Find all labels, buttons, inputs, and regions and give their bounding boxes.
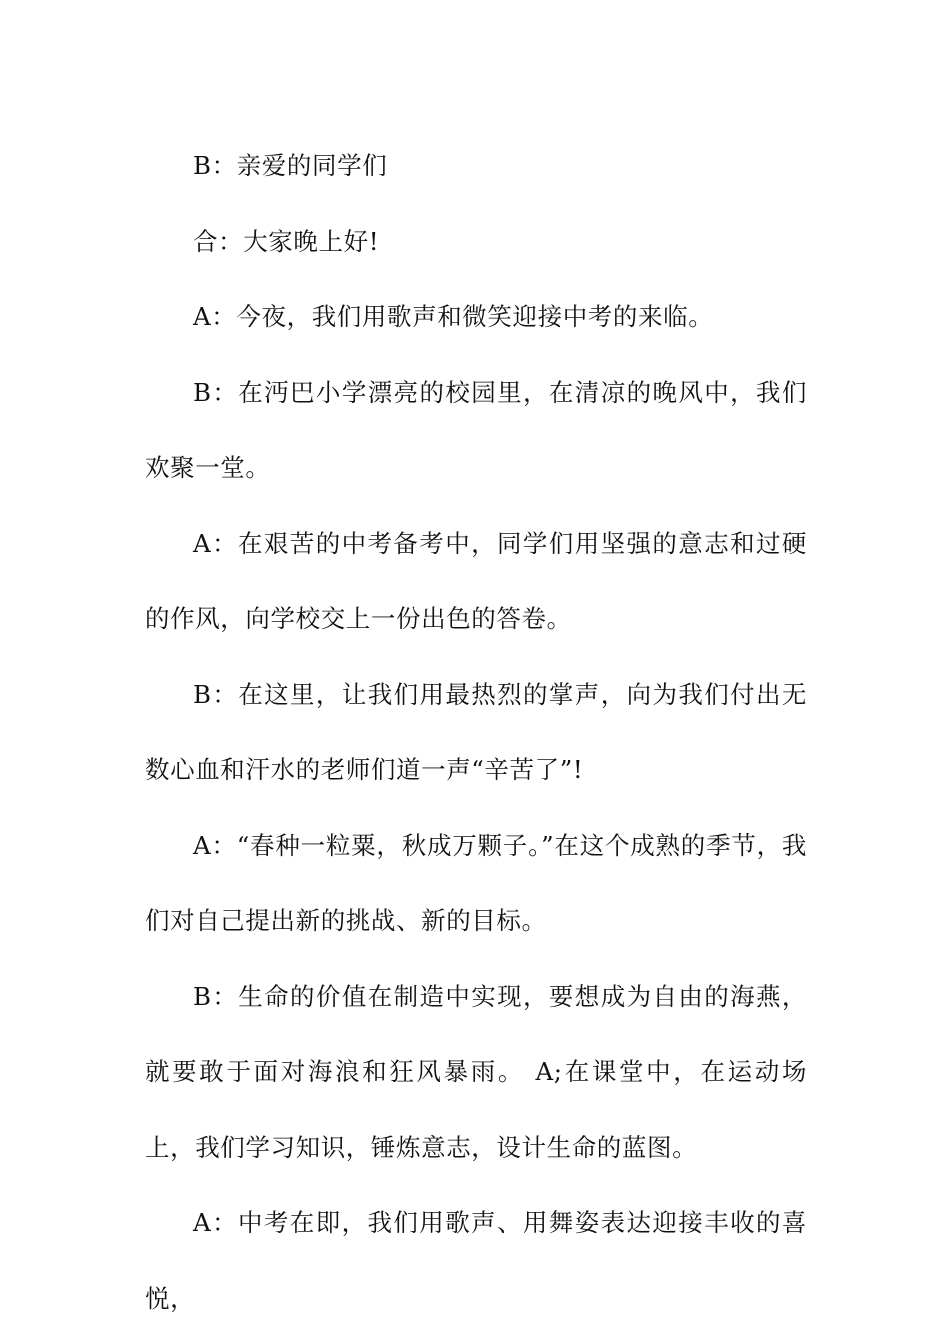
document-body bbox=[145, 128, 807, 1336]
paragraph: A：“春种一粒粟，秋成万颗子。”在这个成熟的季节，我们对自己提出新的挑战、新的目标。 bbox=[145, 830, 807, 935]
paragraph: A：中考在即，我们用歌声、用舞姿表达迎接丰收的喜悦， bbox=[145, 1208, 807, 1313]
paragraph: B：生命的价值在制造中实现，要想成为自由的海燕，就要敢于面对海浪和狂风暴雨。 A;在课堂中，在运动场上，我们学习知识，锤炼意志，设计生命的蓝图。 bbox=[145, 981, 807, 1162]
paragraph: B：在沔巴小学漂亮的校园里，在清凉的晚风中，我们欢聚一堂。 bbox=[145, 377, 807, 482]
paragraph: 合：大家晚上好! bbox=[193, 226, 380, 256]
paragraph: A：今夜，我们用歌声和微笑迎接中考的来临。 bbox=[193, 302, 714, 331]
paragraph: A：在艰苦的中考备考中，同学们用坚强的意志和过硬的作风，向学校交上一份出色的答卷。 bbox=[145, 528, 807, 633]
paragraph: B：在这里，让我们用最热烈的掌声，向为我们付出无数心血和汗水的老师们道一声“辛苦了”! bbox=[145, 679, 807, 784]
paragraph: B：亲爱的同学们 bbox=[193, 151, 388, 180]
